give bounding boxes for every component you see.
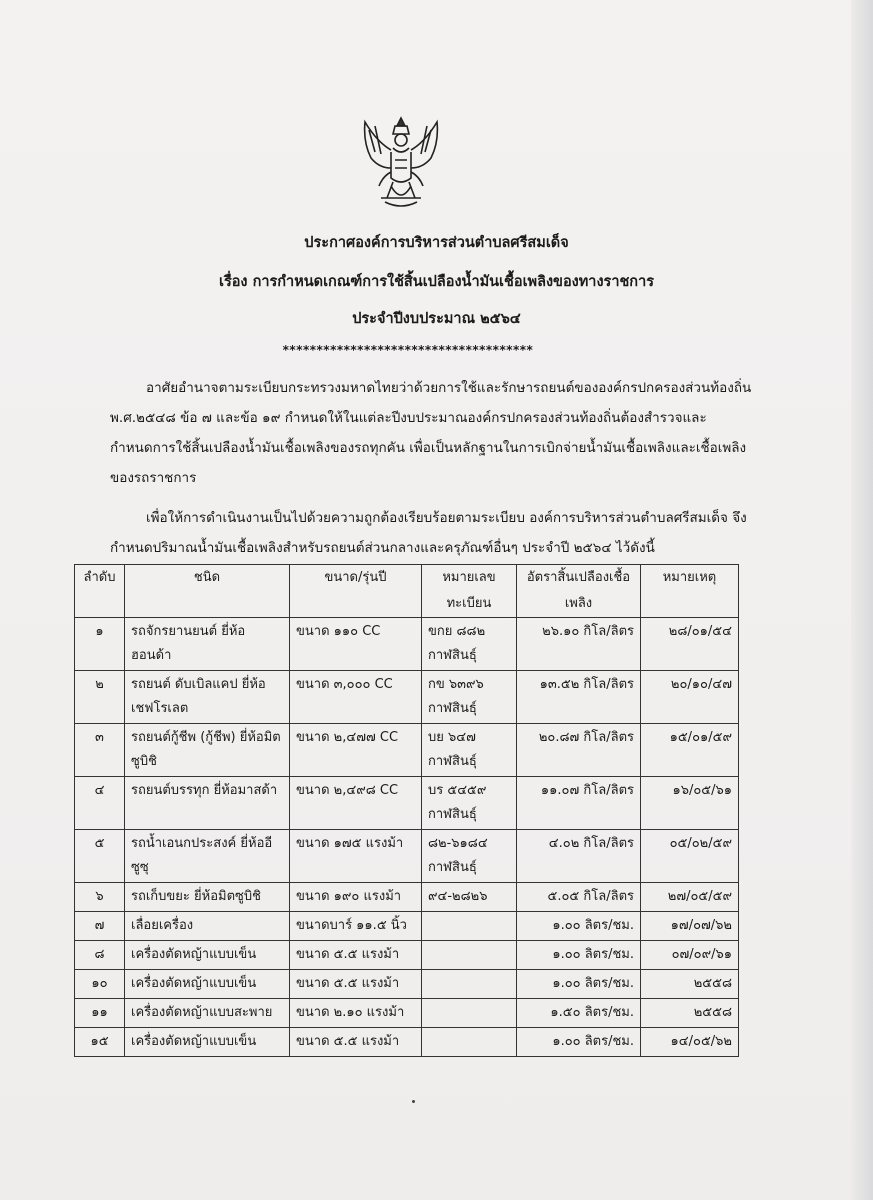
cell-type: เครื่องตัดหญ้าแบบสะพาย — [125, 999, 290, 1028]
cell-size: ขนาด ๒,๔๙๘ CC — [290, 777, 422, 830]
cell-remark: ๒๕๕๘ — [641, 999, 739, 1028]
cell-order: ๑๐ — [75, 970, 125, 999]
table-row — [75, 671, 739, 724]
cell-remark: ๑๗/๐๗/๖๒ — [641, 912, 739, 941]
cell-size: ขนาด ๕.๕ แรงม้า — [290, 1028, 422, 1057]
cell-rate: ๑.๐๐ ลิตร/ชม. — [517, 941, 641, 970]
cell-registration: ขกย ๘๘๒ กาฬสินธุ์ — [422, 618, 517, 671]
cell-order: ๒ — [75, 671, 125, 724]
cell-order: ๑๑ — [75, 999, 125, 1028]
table-row — [75, 1028, 739, 1057]
cell-remark: ๒๗/๐๕/๕๙ — [641, 883, 739, 912]
cell-remark: ๒๐/๑๐/๔๗ — [641, 671, 739, 724]
cell-order: ๓ — [75, 724, 125, 777]
table-row — [75, 830, 739, 883]
cell-registration: บย ๖๔๗ กาฬสินธุ์ — [422, 724, 517, 777]
cell-rate: ๑๑.๐๗ กิโล/ลิตร — [517, 777, 641, 830]
cell-remark: ๒๘/๐๑/๕๔ — [641, 618, 739, 671]
cell-size: ขนาด ๓,๐๐๐ CC — [290, 671, 422, 724]
paragraph-purpose-text: เพื่อให้การดำเนินงานเป็นไปด้วยความถูกต้องเรียบร้อยตามระเบียบ องค์การบริหารส่วนตำบลศรีสมเด็จ จึงกำหนดปริมาณน้ำมันเชื้อเพลิงสำหรับรถยนต์ส่วนกลางและครุภัณฑ์อื่นๆ ประจำปี ๒๕๖๔ ไว้ดังนี้ — [110, 510, 747, 556]
cell-rate: ๑.๕๐ ลิตร/ชม. — [517, 999, 641, 1028]
table-row — [75, 777, 739, 830]
header-remark: หมายเหตุ — [641, 565, 739, 618]
cell-registration — [422, 941, 517, 970]
cell-type: รถเก็บขยะ ยี่ห้อมิตซูบิชิ — [125, 883, 290, 912]
cell-size: ขนาด ๒,๔๗๗ CC — [290, 724, 422, 777]
cell-remark: ๑๕/๐๑/๕๙ — [641, 724, 739, 777]
cell-order: ๕ — [75, 830, 125, 883]
cell-type: รถจักรยานยนต์ ยี่ห้อฮอนด้า — [125, 618, 290, 671]
cell-registration: ๙๔-๒๘๒๖ — [422, 883, 517, 912]
table-row — [75, 941, 739, 970]
header-order: ลำดับ — [75, 565, 125, 618]
garuda-emblem-icon — [355, 112, 447, 212]
announcement-title: ประกาศองค์การบริหารส่วนตำบลศรีสมเด็จ — [304, 235, 569, 251]
cell-order: ๗ — [75, 912, 125, 941]
cell-rate: ๔.๐๒ กิโล/ลิตร — [517, 830, 641, 883]
cell-rate: ๑๓.๕๒ กิโล/ลิตร — [517, 671, 641, 724]
cell-rate: ๑.๐๐ ลิตร/ชม. — [517, 970, 641, 999]
cell-remark: ๑๔/๐๕/๖๒ — [641, 1028, 739, 1057]
cell-size: ขนาด ๑๗๕ แรงม้า — [290, 830, 422, 883]
header-registration: หมายเลขทะเบียน — [422, 565, 517, 618]
table-row — [75, 999, 739, 1028]
cell-rate: ๒๐.๘๗ กิโล/ลิตร — [517, 724, 641, 777]
cell-size: ขนาด ๕.๕ แรงม้า — [290, 941, 422, 970]
header-type: ชนิด — [125, 565, 290, 618]
table-header-row — [75, 565, 739, 618]
cell-type: รถยนต์ ดับเบิลแคป ยี่ห้อเชฟโรเลต — [125, 671, 290, 724]
table-row — [75, 618, 739, 671]
ink-speck — [412, 1100, 415, 1103]
announcement-subject: เรื่อง การกำหนดเกณฑ์การใช้สิ้นเปลืองน้ำมันเชื้อเพลิงของทางราชการ — [218, 274, 655, 290]
cell-registration — [422, 970, 517, 999]
header-fuel-rate: อัตราสิ้นเปลืองเชื้อเพลิง — [517, 565, 641, 618]
cell-order: ๖ — [75, 883, 125, 912]
table-row — [75, 883, 739, 912]
table-row — [75, 970, 739, 999]
cell-remark: ๐๗/๐๙/๖๑ — [641, 941, 739, 970]
cell-registration: กข ๖๓๙๖ กาฬสินธุ์ — [422, 671, 517, 724]
paragraph-authority — [110, 373, 756, 493]
cell-size: ขนาด ๑๙๐ แรงม้า — [290, 883, 422, 912]
cell-order: ๑๕ — [75, 1028, 125, 1057]
scan-edge — [851, 0, 873, 1200]
fiscal-year: ประจำปีงบประมาณ ๒๕๖๔ — [352, 311, 521, 327]
separator-line: ************************************* — [282, 343, 534, 357]
cell-registration: ๘๒-๖๑๘๔ กาฬสินธุ์ — [422, 830, 517, 883]
cell-rate: ๒๖.๑๐ กิโล/ลิตร — [517, 618, 641, 671]
cell-size: ขนาด ๕.๕ แรงม้า — [290, 970, 422, 999]
paragraph-authority-text: อาศัยอำนาจตามระเบียบกระทรวงมหาดไทยว่าด้วยการใช้และรักษารถยนต์ขององค์กรปกครองส่วนท้องถิ่น พ.ศ.๒๕๔๘ ข้อ ๗ และข้อ ๑๙ กำหนดให้ในแต่ละปีงบประมาณองค์กรปกครองส่วนท้องถิ่นต้องสำรวจและกำหนดการใช้สิ้นเปลืองน้ำมันเชื้อเพลิงของรถทุกคัน เพื่อเป็นหลักฐานในการเบิกจ่ายน้ำมันเชื้อเพลิงและเชื้อเพลิงของรถราชการ — [110, 380, 752, 486]
cell-rate: ๑.๐๐ ลิตร/ชม. — [517, 1028, 641, 1057]
cell-size: ขนาด ๑๑๐ CC — [290, 618, 422, 671]
cell-type: รถยนต์บรรทุก ยี่ห้อมาสด้า — [125, 777, 290, 830]
header-size-model: ขนาด/รุ่นปี — [290, 565, 422, 618]
cell-order: ๔ — [75, 777, 125, 830]
cell-type: รถน้ำเอนกประสงค์ ยี่ห้ออีซูซุ — [125, 830, 290, 883]
cell-remark: ๒๕๕๘ — [641, 970, 739, 999]
cell-rate: ๕.๐๕ กิโล/ลิตร — [517, 883, 641, 912]
cell-size: ขนาดบาร์ ๑๑.๕ นิ้ว — [290, 912, 422, 941]
paragraph-purpose — [110, 503, 756, 563]
cell-registration — [422, 999, 517, 1028]
cell-order: ๘ — [75, 941, 125, 970]
cell-registration — [422, 912, 517, 941]
cell-type: รถยนต์กู้ชีพ (กู้ชีพ) ยี่ห้อมิตซูบิชิ — [125, 724, 290, 777]
cell-type: เครื่องตัดหญ้าแบบเข็น — [125, 941, 290, 970]
cell-remark: ๑๖/๐๕/๖๑ — [641, 777, 739, 830]
cell-type: เครื่องตัดหญ้าแบบเข็น — [125, 970, 290, 999]
cell-registration — [422, 1028, 517, 1057]
cell-order: ๑ — [75, 618, 125, 671]
table-row — [75, 724, 739, 777]
table-row — [75, 912, 739, 941]
fuel-rate-table — [74, 564, 739, 1057]
cell-rate: ๑.๐๐ ลิตร/ชม. — [517, 912, 641, 941]
cell-type: เครื่องตัดหญ้าแบบเข็น — [125, 1028, 290, 1057]
cell-remark: ๐๕/๐๒/๕๙ — [641, 830, 739, 883]
cell-size: ขนาด ๒.๑๐ แรงม้า — [290, 999, 422, 1028]
cell-type: เลื่อยเครื่อง — [125, 912, 290, 941]
cell-registration: บร ๕๔๕๙ กาฬสินธุ์ — [422, 777, 517, 830]
